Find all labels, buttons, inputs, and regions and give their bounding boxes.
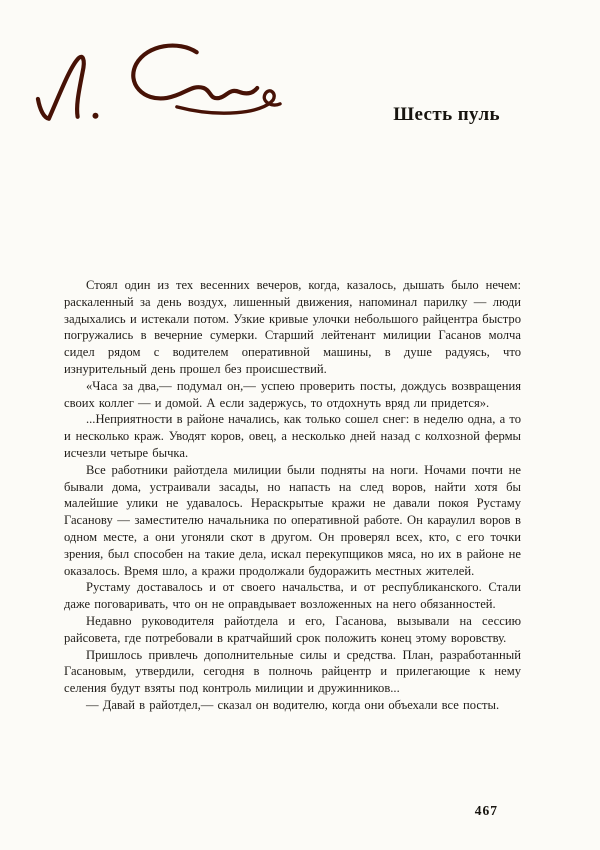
paragraph-5: Рустаму доставалось и от своего начальства, и от республиканского. Стали даже поговаривать, что он не оправдывает возложенных на него обязанностей. [64, 580, 521, 612]
story-title: Шесть пуль [393, 104, 500, 125]
paragraph-7: Пришлось привлечь дополнительные силы и средства. План, разработанный Гасановым, утвердили, сегодня в полночь райцентр и прилегающие к нему селения будут взяты под контроль милиции и дружинников... [64, 647, 521, 696]
page-number: 467 [474, 803, 498, 818]
author-autograph-icon [28, 36, 286, 138]
paragraph-3: ...Неприятности в районе начались, как только сошел снег: в неделю одна, а то и несколько краж. Уводят коров, овец, а несколько дней назад с колхозной фермы исчезли четыре бычка. [64, 412, 521, 460]
paragraph-2: «Часа за два,— подумал он,— успею проверить посты, дождусь возвращения своих коллег — и домой. А если задержусь, то отдохнуть вряд ли придется». [64, 378, 521, 410]
paragraph-6: Недавно руководителя райотдела и его, Гасанова, вызывали на сессию райсовета, где потребовали в кратчайший срок положить конец этому воровству. [64, 613, 521, 645]
story-body [64, 277, 521, 714]
paragraph-8: — Давай в райотдел,— сказал он водителю, когда они объехали все посты. [86, 697, 500, 712]
paragraph-1: Стоял один из тех весенних вечеров, когда, казалось, дышать было нечем: раскаленный за день воздух, лишенный движения, напоминал парилку — люди задыхались и истекали потом. Узкие кривые улочки небольшого райцентра быстро погружались в вечерние сумерки. Старший лейтенант милиции Гасанов молча сидел рядом с водителем оперативной машины, в душе радуясь, что изнурительный день прошел без происшествий. [64, 278, 521, 376]
paragraph-4: Все работники райотдела милиции были подняты на ноги. Ночами почти не бывали дома, устраивали засады, но напасть на след воров, найти хотя бы малейшие улики не удавалось. Нераскрытые кражи не давали покоя Рустаму Гасанову — заместителю начальника по оперативной работе. Он караулил воров в одном месте, а они угоняли скот в другом. Он проверял всех, кто, с его точки зрения, был способен на такие дела, искал перекупщиков мяса, но их в районе не оказалось. Время шло, а кражи продолжали будоражить местных жителей. [64, 462, 521, 578]
